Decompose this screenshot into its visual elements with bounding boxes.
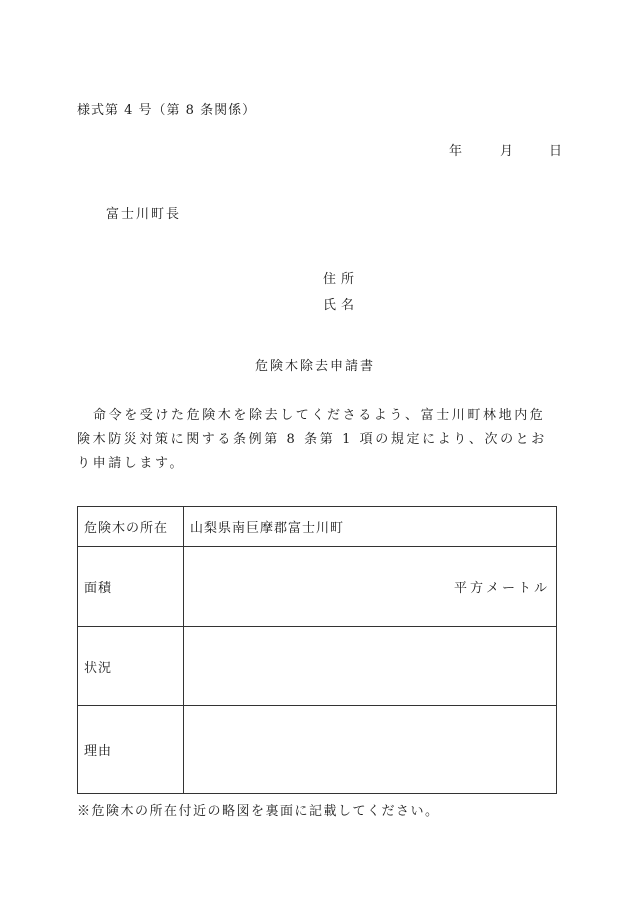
date-day: 日	[549, 144, 563, 159]
footnote: ※危険木の所在付近の略図を裏面に記載してください。	[77, 804, 440, 819]
info-table	[77, 506, 557, 794]
date-line	[449, 140, 562, 159]
name-label: 氏名	[323, 298, 360, 313]
date-month: 月	[500, 144, 514, 159]
body-text: 命令を受けた危険木を除去してくださるよう、富士川町林地内危険木防災対策に関する条例第 8 条第 1 項の規定により、次のとおり申請します。	[77, 408, 547, 471]
reason-value	[184, 706, 557, 794]
address-label: 住所	[323, 272, 360, 287]
date-year: 年	[449, 144, 463, 159]
status-label: 状況	[78, 627, 184, 706]
table-row-reason	[78, 706, 557, 794]
status-value	[184, 627, 557, 706]
area-unit: 平方メートル	[184, 547, 557, 627]
form-number: 様式第 4 号（第 8 条関係）	[77, 103, 257, 118]
area-label: 面積	[78, 547, 184, 627]
table-row-location	[78, 507, 557, 547]
table-row-area	[78, 547, 557, 627]
table-row-status	[78, 627, 557, 706]
recipient: 富士川町長	[106, 207, 182, 222]
document-title: 危険木除去申請書	[255, 359, 376, 374]
location-value: 山梨県南巨摩郡富士川町	[184, 507, 557, 547]
reason-label: 理由	[78, 706, 184, 794]
location-label: 危険木の所在	[78, 507, 184, 547]
